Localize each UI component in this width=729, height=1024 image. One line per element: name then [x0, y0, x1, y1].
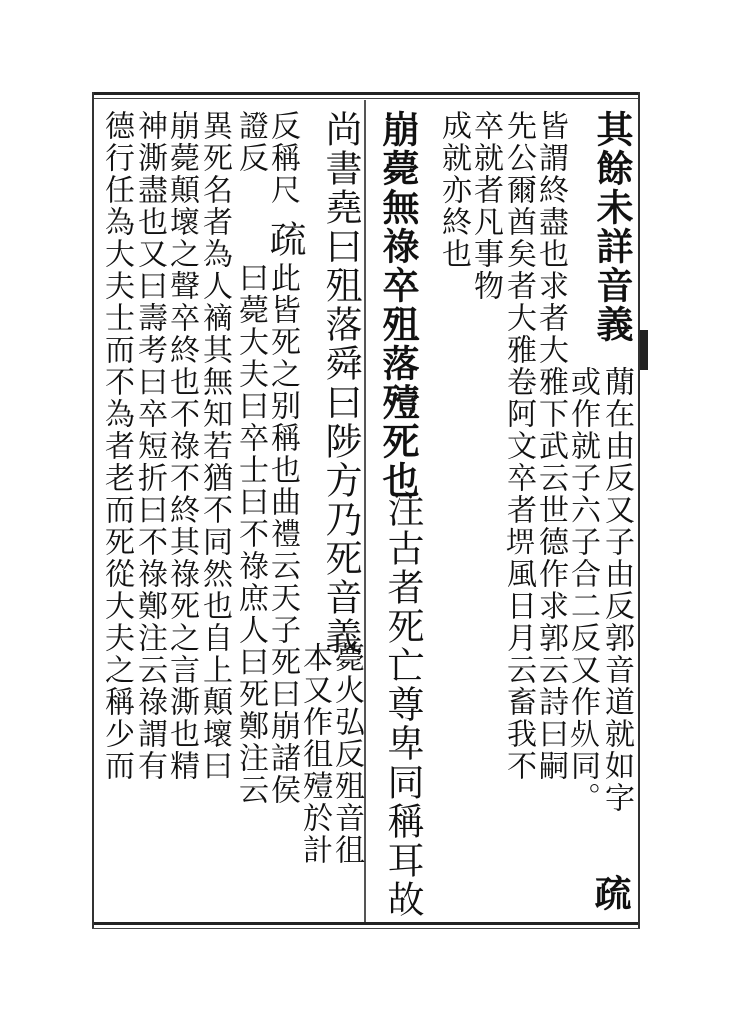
text-column-8: 成就亦終也 — [436, 110, 471, 270]
text-column-15: 疏 — [263, 220, 306, 259]
fish-tail-mark — [640, 330, 648, 370]
text-column-4: 疏 — [588, 874, 632, 913]
text-column-6: 先公爾酋矣者大雅卷阿文卒者𡌸風日月云畜我不 — [501, 110, 536, 782]
text-column-12: 薨火弘反殂音徂 — [329, 642, 364, 866]
text-column-21: 神澌盡也又曰壽考曰卒短折曰不祿鄭注云祿謂有 — [132, 110, 167, 782]
text-column-13: 本又作徂殪於計 — [297, 642, 332, 866]
left-border — [92, 92, 94, 928]
text-column-20: 崩薨顛壞之聲卒終也不祿不終其祿死之言澌也精 — [164, 110, 199, 782]
text-column-11: 尚書堯曰殂落舜曰陟方乃死音義 — [319, 110, 362, 656]
text-column-1: 其餘未詳音義 — [590, 110, 634, 344]
text-column-19: 異死名者為人䙗其無知若猶不同然也自上顛壞曰 — [197, 110, 232, 782]
text-column-17: 證反 — [233, 110, 268, 174]
top-border-inner — [92, 98, 640, 99]
text-column-16: 此皆死之别稱也曲禮云天子死曰崩諸侯 — [265, 262, 300, 806]
text-column-10: 注古者死亡尊卑同稱耳故 — [381, 490, 424, 919]
text-column-18: 曰薨大夫曰卒士曰不祿庶人曰死鄭注云 — [233, 262, 268, 806]
text-column-9: 崩薨無祿卒殂落殪死也 — [376, 110, 420, 500]
text-column-2: 蕑在由反又子由反郭音道就如字 — [599, 366, 634, 814]
text-column-5: 皆謂終盡也求者大雅下武云世德作求郭云詩曰嗣 — [533, 110, 568, 782]
bottom-border — [92, 922, 640, 925]
bottom-border-inner — [92, 928, 640, 929]
text-column-7: 卒就者凡事物 — [468, 110, 503, 302]
text-column-14: 反稱尺 — [265, 110, 300, 206]
column-divider — [364, 100, 366, 922]
top-border — [92, 92, 640, 95]
text-column-3: 或作就子六子合二反又作𣦸同。 — [565, 366, 600, 814]
right-border — [638, 92, 640, 928]
text-column-22: 德行任為大夫士而不為者老而死從大夫之稱少而 — [99, 110, 134, 782]
